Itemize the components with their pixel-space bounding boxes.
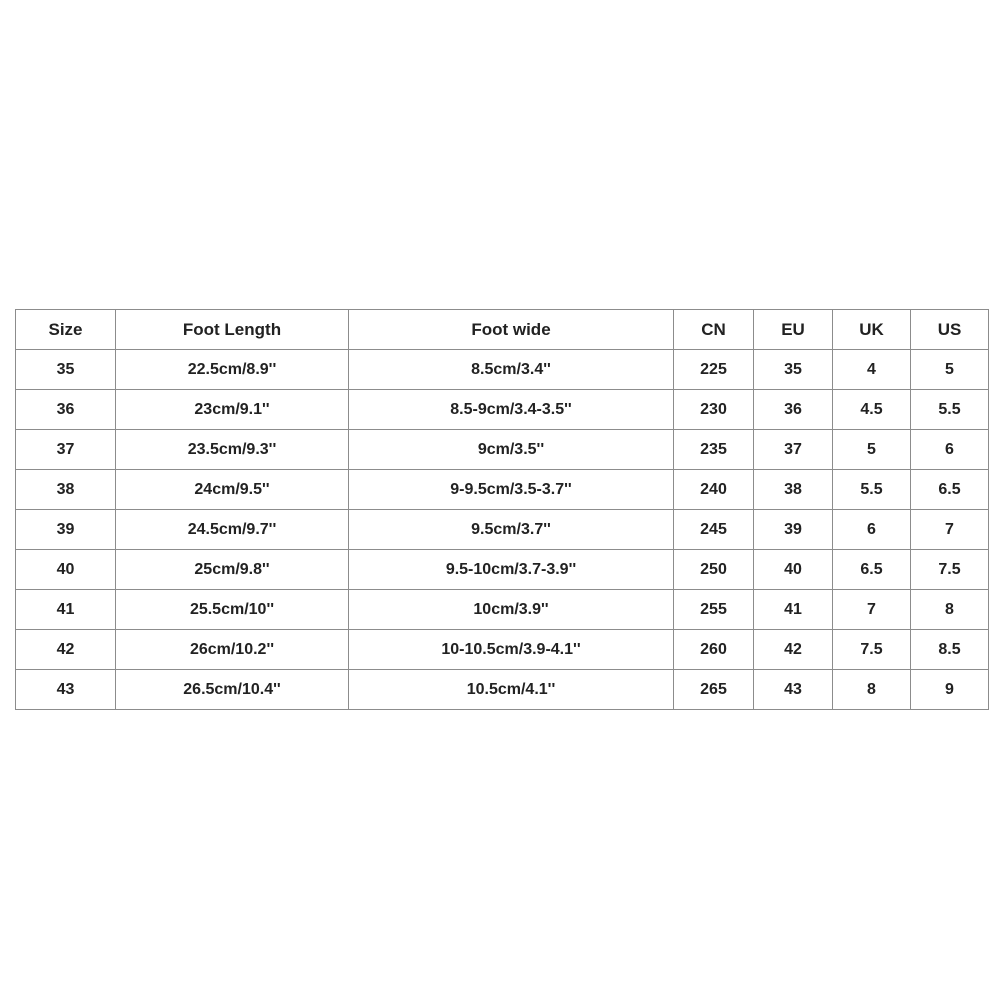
cell-foot-wide: 9cm/3.5'' [349, 430, 674, 470]
cell-size: 39 [16, 510, 116, 550]
cell-cn: 225 [674, 350, 754, 390]
cell-uk: 7.5 [833, 630, 911, 670]
cell-uk: 6 [833, 510, 911, 550]
cell-size: 41 [16, 590, 116, 630]
cell-cn: 245 [674, 510, 754, 550]
header-foot-wide: Foot wide [349, 310, 674, 350]
table-body [16, 350, 989, 710]
cell-foot-wide: 9-9.5cm/3.5-3.7'' [349, 470, 674, 510]
cell-cn: 250 [674, 550, 754, 590]
cell-us: 8.5 [911, 630, 989, 670]
cell-foot-length: 24cm/9.5'' [116, 470, 349, 510]
cell-uk: 4 [833, 350, 911, 390]
cell-us: 7 [911, 510, 989, 550]
cell-uk: 4.5 [833, 390, 911, 430]
cell-foot-length: 25.5cm/10'' [116, 590, 349, 630]
cell-eu: 41 [754, 590, 833, 630]
cell-foot-length: 25cm/9.8'' [116, 550, 349, 590]
table-row [16, 670, 989, 710]
table-row [16, 350, 989, 390]
header-eu: EU [754, 310, 833, 350]
cell-size: 43 [16, 670, 116, 710]
cell-cn: 230 [674, 390, 754, 430]
cell-eu: 42 [754, 630, 833, 670]
header-row [16, 310, 989, 350]
cell-uk: 5 [833, 430, 911, 470]
cell-uk: 5.5 [833, 470, 911, 510]
header-foot-length: Foot Length [116, 310, 349, 350]
cell-size: 35 [16, 350, 116, 390]
cell-us: 5 [911, 350, 989, 390]
cell-foot-wide: 8.5-9cm/3.4-3.5'' [349, 390, 674, 430]
cell-foot-wide: 10cm/3.9'' [349, 590, 674, 630]
cell-cn: 235 [674, 430, 754, 470]
header-size: Size [16, 310, 116, 350]
cell-uk: 6.5 [833, 550, 911, 590]
cell-size: 38 [16, 470, 116, 510]
header-uk: UK [833, 310, 911, 350]
cell-eu: 40 [754, 550, 833, 590]
table-row [16, 390, 989, 430]
cell-us: 8 [911, 590, 989, 630]
cell-us: 6 [911, 430, 989, 470]
size-chart-table [15, 309, 989, 710]
header-us: US [911, 310, 989, 350]
cell-foot-length: 26cm/10.2'' [116, 630, 349, 670]
table-row [16, 550, 989, 590]
cell-size: 36 [16, 390, 116, 430]
table-row [16, 430, 989, 470]
cell-size: 37 [16, 430, 116, 470]
header-cn: CN [674, 310, 754, 350]
cell-foot-wide: 9.5cm/3.7'' [349, 510, 674, 550]
cell-us: 5.5 [911, 390, 989, 430]
cell-size: 42 [16, 630, 116, 670]
cell-cn: 260 [674, 630, 754, 670]
cell-eu: 35 [754, 350, 833, 390]
cell-uk: 7 [833, 590, 911, 630]
cell-cn: 265 [674, 670, 754, 710]
cell-foot-wide: 10.5cm/4.1'' [349, 670, 674, 710]
cell-us: 7.5 [911, 550, 989, 590]
cell-uk: 8 [833, 670, 911, 710]
cell-foot-wide: 9.5-10cm/3.7-3.9'' [349, 550, 674, 590]
table-row [16, 470, 989, 510]
cell-foot-length: 23cm/9.1'' [116, 390, 349, 430]
cell-eu: 36 [754, 390, 833, 430]
cell-eu: 38 [754, 470, 833, 510]
cell-foot-length: 22.5cm/8.9'' [116, 350, 349, 390]
table-row [16, 590, 989, 630]
cell-foot-length: 23.5cm/9.3'' [116, 430, 349, 470]
table-row [16, 510, 989, 550]
cell-eu: 39 [754, 510, 833, 550]
table-row [16, 630, 989, 670]
table-header [16, 310, 989, 350]
cell-size: 40 [16, 550, 116, 590]
cell-eu: 37 [754, 430, 833, 470]
cell-eu: 43 [754, 670, 833, 710]
cell-us: 9 [911, 670, 989, 710]
cell-us: 6.5 [911, 470, 989, 510]
cell-cn: 255 [674, 590, 754, 630]
cell-foot-length: 24.5cm/9.7'' [116, 510, 349, 550]
cell-foot-length: 26.5cm/10.4'' [116, 670, 349, 710]
cell-cn: 240 [674, 470, 754, 510]
cell-foot-wide: 8.5cm/3.4'' [349, 350, 674, 390]
cell-foot-wide: 10-10.5cm/3.9-4.1'' [349, 630, 674, 670]
